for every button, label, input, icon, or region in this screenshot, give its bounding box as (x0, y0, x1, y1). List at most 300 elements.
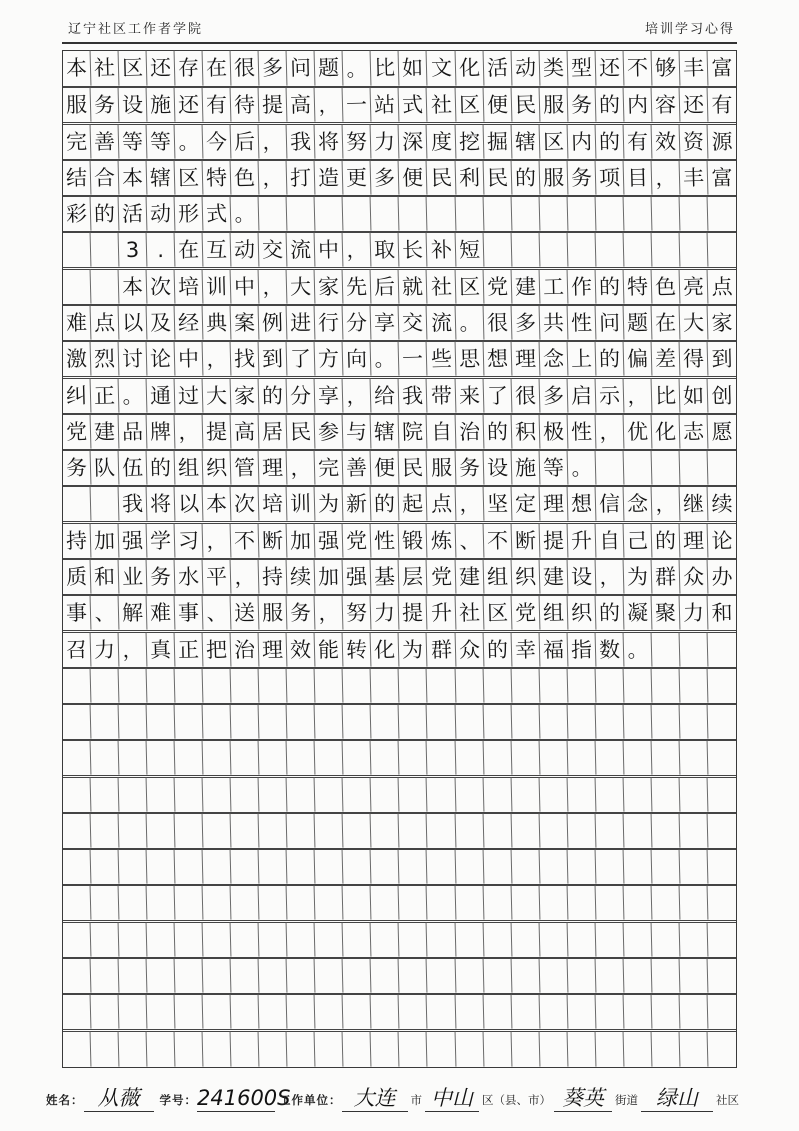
grid-cell: 本 (203, 487, 232, 522)
grid-cell (315, 777, 344, 812)
grid-cell: 努 (343, 124, 372, 159)
grid-cell: 优 (623, 414, 652, 449)
grid-cell (399, 668, 428, 703)
grid-cell (119, 1031, 148, 1067)
grid-cell (147, 741, 176, 776)
grid-cell: 次 (231, 487, 260, 522)
grid-cell: 升 (567, 523, 596, 558)
grid-cell: 有 (711, 92, 733, 118)
grid-cell: 型 (567, 51, 596, 87)
grid-cell: 训 (203, 269, 232, 304)
grid-cell: 建 (455, 560, 484, 595)
grid-cell: 社 (427, 88, 456, 123)
grid-cell (371, 1031, 400, 1067)
grid-cell (427, 705, 456, 740)
grid-cell (623, 922, 652, 957)
grid-cell: 还 (679, 88, 708, 123)
grid-cell: 的 (595, 124, 624, 159)
grid-cell: 3 (119, 233, 148, 268)
grid-cell (91, 814, 120, 849)
grid-cell (63, 959, 92, 994)
grid-cell: ， (287, 451, 316, 486)
grid-row (63, 777, 736, 813)
grid-cell: 起 (399, 487, 428, 522)
grid-cell (287, 959, 316, 994)
grid-cell (119, 995, 148, 1030)
grid-cell (203, 850, 232, 885)
grid-cell: 和 (91, 560, 120, 595)
grid-cell: 等 (539, 451, 568, 486)
grid-cell: 到 (711, 346, 733, 372)
grid-cell: 正 (91, 378, 120, 413)
grid-cell: 服 (539, 88, 568, 123)
grid-cell (623, 814, 652, 849)
grid-cell (511, 814, 540, 849)
grid-cell (63, 1031, 92, 1067)
grid-cell: 的 (595, 342, 624, 377)
grid-cell: 内 (623, 88, 652, 123)
grid-cell (427, 922, 456, 957)
grid-cell (623, 777, 652, 812)
grid-cell (708, 959, 737, 994)
grid-cell: 民 (483, 160, 512, 195)
grid-cell (315, 886, 344, 921)
grid-cell: 持 (259, 560, 288, 595)
grid-cell: 层 (399, 560, 428, 595)
grid-cell (147, 777, 176, 812)
grid-cell (455, 814, 484, 849)
grid-cell: 参 (315, 414, 344, 449)
grid-cell: 存 (175, 51, 204, 87)
grid-cell: 想 (567, 487, 596, 522)
grid-cell (399, 741, 428, 776)
grid-cell: 示 (595, 378, 624, 413)
grid-cell: 例 (259, 306, 288, 341)
grid-cell (63, 886, 92, 921)
district-label: 区（县、市） (482, 1093, 551, 1107)
grid-cell: 理 (511, 342, 540, 377)
grid-cell (567, 886, 596, 921)
grid-cell (483, 850, 512, 885)
grid-cell: 案 (231, 306, 260, 341)
grid-cell (679, 814, 708, 849)
grid-cell: 辖 (371, 414, 400, 449)
grid-cell: 有 (203, 88, 232, 123)
grid-cell (708, 922, 737, 957)
grid-cell: 享 (371, 306, 400, 341)
grid-cell: 多 (259, 51, 288, 87)
grid-cell: 过 (175, 378, 204, 413)
grid-cell (287, 705, 316, 740)
grid-cell (91, 705, 120, 740)
grid-cell: 能 (315, 632, 344, 667)
grid-cell (567, 814, 596, 849)
grid-cell: 化 (455, 51, 484, 87)
grid-cell: 善 (91, 124, 120, 159)
grid-cell (483, 886, 512, 921)
grid-cell (63, 922, 92, 957)
grid-cell (343, 1031, 372, 1067)
grid-cell: 完 (63, 124, 92, 159)
grid-cell (203, 922, 232, 957)
grid-cell: 类 (539, 51, 568, 87)
grid-cell (651, 850, 680, 885)
grid-cell (147, 1031, 176, 1067)
grid-cell: 等 (147, 124, 176, 159)
grid-cell: 民 (427, 160, 456, 195)
grid-cell: 向 (343, 342, 372, 377)
grid-cell: 化 (651, 414, 680, 449)
grid-cell: 后 (371, 269, 400, 304)
grid-cell: 指 (567, 632, 596, 667)
grid-cell (371, 959, 400, 994)
grid-cell: 度 (427, 124, 456, 159)
grid-cell: 的 (511, 160, 540, 195)
grid-cell: 理 (259, 632, 288, 667)
grid-cell: 念 (623, 487, 652, 522)
grid-cell: 互 (203, 233, 232, 268)
grid-cell: 。 (175, 124, 204, 159)
grid-cell: 分 (287, 378, 316, 413)
grid-cell (371, 922, 400, 957)
grid-cell: 效 (651, 124, 680, 159)
grid-cell: 极 (539, 414, 568, 449)
grid-cell: ， (651, 487, 680, 522)
grid-cell (623, 850, 652, 885)
grid-cell: 持 (63, 523, 92, 558)
grid-cell: 合 (91, 160, 120, 195)
grid-cell: 施 (511, 451, 540, 486)
grid-cell (679, 233, 708, 268)
grid-cell (455, 197, 484, 232)
grid-cell (623, 705, 652, 740)
grid-cell: 中 (315, 233, 344, 268)
grid-cell (63, 705, 92, 740)
grid-cell: 一 (399, 342, 428, 377)
grid-cell: 管 (231, 451, 260, 486)
grid-cell: 启 (567, 378, 596, 413)
grid-cell (623, 886, 652, 921)
district-field: 中山 (425, 1085, 479, 1112)
grid-cell: 服 (539, 160, 568, 195)
grid-row (63, 885, 736, 921)
grid-cell: 亮 (679, 269, 708, 304)
grid-cell: 特 (203, 160, 232, 195)
grid-cell (175, 850, 204, 885)
grid-cell: 到 (259, 342, 288, 377)
grid-cell (315, 197, 344, 232)
grid-cell (595, 995, 624, 1030)
grid-cell: 坚 (483, 487, 512, 522)
grid-cell (679, 777, 708, 812)
grid-cell (651, 741, 680, 776)
grid-cell: 流 (427, 306, 456, 341)
grid-cell: 我 (399, 378, 428, 413)
grid-cell (287, 777, 316, 812)
grid-cell (91, 1031, 120, 1067)
grid-cell: 资 (679, 124, 708, 159)
grid-cell: 难 (63, 306, 92, 341)
grid-cell (399, 850, 428, 885)
grid-cell (539, 197, 568, 232)
grid-cell: 活 (119, 197, 148, 232)
grid-cell (147, 959, 176, 994)
grid-cell (511, 995, 540, 1030)
grid-cell: 培 (175, 269, 204, 304)
grid-cell (259, 741, 288, 776)
grid-cell (483, 233, 512, 268)
grid-cell (231, 668, 260, 703)
grid-cell: 高 (231, 414, 260, 449)
grid-cell (651, 814, 680, 849)
grid-cell: ， (595, 414, 624, 449)
grid-cell: 流 (287, 233, 316, 268)
grid-cell: 炼 (427, 523, 456, 558)
grid-cell (427, 1031, 456, 1067)
grid-row (63, 124, 736, 160)
student-id-label: 学号： (159, 1093, 197, 1107)
grid-cell (147, 886, 176, 921)
grid-cell (203, 777, 232, 812)
grid-cell (399, 777, 428, 812)
grid-cell: 差 (651, 342, 680, 377)
grid-row (63, 51, 736, 87)
grid-cell: 多 (539, 378, 568, 413)
grid-cell: 不 (623, 51, 652, 87)
grid-cell (539, 850, 568, 885)
grid-cell (259, 886, 288, 921)
grid-row (63, 595, 736, 631)
grid-cell: 交 (259, 233, 288, 268)
grid-cell (399, 197, 428, 232)
grid-cell: 力 (371, 596, 400, 631)
grid-cell (651, 705, 680, 740)
grid-cell: 努 (343, 596, 372, 631)
grid-cell: 的 (259, 378, 288, 413)
grid-cell (399, 814, 428, 849)
grid-cell (483, 922, 512, 957)
grid-cell: 转 (343, 632, 372, 667)
grid-cell (343, 922, 372, 957)
grid-cell: 织 (203, 451, 232, 486)
grid-cell (708, 741, 737, 776)
grid-cell (315, 741, 344, 776)
grid-cell: 续 (711, 491, 733, 517)
grid-cell (175, 959, 204, 994)
grid-cell: 偏 (623, 342, 652, 377)
grid-cell: 的 (483, 414, 512, 449)
grid-cell (343, 741, 372, 776)
grid-cell (539, 995, 568, 1030)
grid-cell (623, 197, 652, 232)
grid-cell: ， (595, 560, 624, 595)
grid-cell (595, 814, 624, 849)
grid-cell: 众 (455, 632, 484, 667)
header-school-name: 辽宁社区工作者学院 (68, 22, 204, 37)
grid-cell: 与 (343, 414, 372, 449)
grid-cell (567, 850, 596, 885)
grid-cell: 业 (119, 560, 148, 595)
grid-cell (708, 197, 737, 232)
grid-cell (483, 995, 512, 1030)
grid-cell: 特 (623, 269, 652, 304)
grid-cell: 群 (651, 560, 680, 595)
grid-cell (539, 1031, 568, 1067)
grid-cell (175, 814, 204, 849)
grid-cell: 和 (711, 600, 733, 625)
grid-cell (259, 959, 288, 994)
grid-cell (651, 777, 680, 812)
grid-cell: 站 (371, 88, 400, 123)
grid-cell (259, 705, 288, 740)
grid-cell: 很 (483, 306, 512, 341)
grid-cell: ， (259, 269, 288, 304)
grid-cell (343, 668, 372, 703)
grid-cell: 待 (231, 88, 260, 123)
manuscript-grid-sheet (62, 50, 737, 1068)
grid-cell (651, 886, 680, 921)
grid-cell: 式 (203, 197, 232, 232)
grid-cell: 民 (399, 451, 428, 486)
grid-cell (679, 886, 708, 921)
grid-cell: ， (259, 160, 288, 195)
grid-cell: 论 (711, 527, 733, 553)
grid-cell (511, 1031, 540, 1067)
grid-cell (427, 777, 456, 812)
grid-cell (175, 777, 204, 812)
grid-cell: 民 (511, 88, 540, 123)
grid-cell: 源 (711, 128, 733, 154)
grid-cell: 打 (287, 160, 316, 195)
grid-cell (539, 814, 568, 849)
grid-cell (511, 741, 540, 776)
grid-cell (483, 668, 512, 703)
grid-cell: 自 (595, 523, 624, 558)
grid-cell: 很 (511, 378, 540, 413)
grid-cell: 在 (175, 233, 204, 268)
grid-cell: 区 (455, 269, 484, 304)
grid-cell: 的 (651, 523, 680, 558)
grid-cell: 利 (455, 160, 484, 195)
grid-cell (427, 668, 456, 703)
grid-cell (175, 705, 204, 740)
grid-cell: 纠 (63, 378, 92, 413)
grid-cell: 加 (287, 523, 316, 558)
grid-cell (287, 668, 316, 703)
grid-cell (539, 777, 568, 812)
grid-cell (315, 959, 344, 994)
grid-row (63, 196, 736, 232)
grid-cell: 为 (315, 487, 344, 522)
grid-cell: 性 (567, 306, 596, 341)
student-info-footer (46, 1076, 759, 1112)
grid-cell (119, 886, 148, 921)
grid-cell: 及 (147, 306, 176, 341)
grid-cell (343, 959, 372, 994)
grid-cell: 比 (371, 51, 400, 87)
grid-cell: 党 (343, 523, 372, 558)
grid-cell (567, 995, 596, 1030)
grid-cell: 内 (567, 124, 596, 159)
grid-cell (455, 741, 484, 776)
grid-row (63, 668, 736, 704)
grid-cell (595, 197, 624, 232)
grid-cell (511, 959, 540, 994)
grid-cell (679, 668, 708, 703)
grid-cell (679, 741, 708, 776)
street-field: 葵英 (554, 1085, 612, 1112)
grid-cell: 凝 (623, 596, 652, 631)
grid-row (63, 632, 736, 668)
grid-cell: 众 (679, 560, 708, 595)
grid-cell: 本 (119, 160, 148, 195)
grid-cell (483, 959, 512, 994)
grid-cell: 幸 (511, 632, 540, 667)
grid-cell: ， (175, 414, 204, 449)
grid-cell (231, 777, 260, 812)
grid-cell: 将 (147, 487, 176, 522)
grid-cell (679, 197, 708, 232)
grid-cell (708, 995, 737, 1030)
grid-cell (483, 705, 512, 740)
grid-cell: 本 (119, 269, 148, 304)
grid-cell (119, 705, 148, 740)
grid-cell: 务 (91, 88, 120, 123)
grid-cell: 学 (147, 523, 176, 558)
grid-cell (567, 741, 596, 776)
grid-cell: 善 (343, 451, 372, 486)
grid-cell (63, 487, 92, 522)
grid-cell (231, 741, 260, 776)
grid-cell: 创 (711, 382, 733, 408)
grid-cell (399, 705, 428, 740)
grid-cell (343, 886, 372, 921)
grid-cell (371, 705, 400, 740)
grid-cell: 力 (371, 124, 400, 159)
grid-cell (371, 741, 400, 776)
grid-cell: 动 (147, 197, 176, 232)
grid-cell: 力 (679, 596, 708, 631)
header-doc-title: 培训学习心得 (644, 22, 735, 37)
work-unit-label: 工作单位： (279, 1093, 342, 1107)
grid-cell: 我 (119, 487, 148, 522)
grid-row (63, 704, 736, 740)
grid-cell: 区 (539, 124, 568, 159)
grid-cell: 点 (91, 306, 120, 341)
grid-cell: 化 (371, 632, 400, 667)
grid-cell (63, 995, 92, 1030)
grid-cell: 建 (539, 560, 568, 595)
grid-cell (203, 995, 232, 1030)
grid-cell: 次 (147, 269, 176, 304)
grid-cell: 如 (399, 51, 428, 87)
grid-cell: 的 (483, 632, 512, 667)
grid-cell: 我 (287, 124, 316, 159)
grid-cell: 理 (539, 487, 568, 522)
grid-row (63, 559, 736, 595)
grid-cell (427, 741, 456, 776)
grid-cell: 把 (203, 632, 232, 667)
grid-cell: 、 (203, 596, 232, 631)
grid-cell (371, 668, 400, 703)
grid-cell (455, 959, 484, 994)
grid-cell: 就 (399, 269, 428, 304)
grid-cell (259, 995, 288, 1030)
grid-cell (287, 995, 316, 1030)
grid-cell: 事 (175, 596, 204, 631)
grid-cell: 多 (511, 306, 540, 341)
grid-cell (511, 886, 540, 921)
